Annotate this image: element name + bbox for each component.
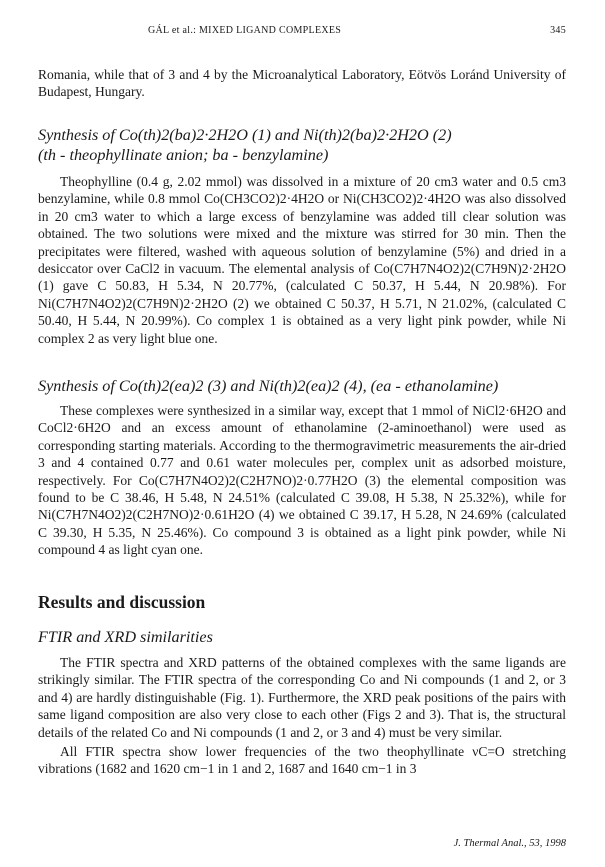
results-paragraph-1 [38,654,566,741]
synthesis-1-heading [38,126,566,165]
synthesis-2-text: These complexes were synthesized in a similar way, except that 1 mmol of NiCl2·6H2O and CoCl2·6H2O and an excess amount of ethanolamine (2-aminoethanol) were used as corresponding starting materials. According to the thermogravimetric measurements the air-dried 3 and 4 contained 0.77 and 0.61 water molecules per, complex unit as adsorbed moisture, respectively. For Co(C7H7N4O2)2(C2H7NO)2·0.77H2O (3) the elemental composition was found to be C 38.46, H 5.48, N 24.51% (calculated C 39.08, H 5.38, N 25.32%), while for Ni(C7H7N4O2)2(C2H7NO)2·0.61H2O (4) we obtained C 39.17, H 5.28, N 24.69% (calculated C 39.30, H 5.35, N 25.46%). Co compound 3 is obtained as a light pink powder, while Ni compound 4 as light cyan one. [38,403,566,558]
synthesis-1-text: Theophylline (0.4 g, 2.02 mmol) was dissolved in a mixture of 20 cm3 water and 0.5 cm3 benzylamine, while 0.8 mmol Co(CH3CO2)2·4H2O or Ni(CH3CO2)2·4H2O was also dissolved in 20 cm3 water to which a large excess of benzylamine was added till clear solution was obtained. The two solutions were mixed and the mixture was stirred for 30 min. Then the precipitates were filtered, washed with aqueous solution of benzylamine (5%) and dried in a desiccator over CaCl2 in vacuum. The elemental analysis of Co(C7H7N4O2)2(C7H9N)2·2H2O (1) gave C 50.83, H 5.34, N 20.77%, (calculated C 50.37, H 5.44, N 20.98%). For Ni(C7H7N4O2)2(C7H9N)2·2H2O (2) we obtained C 50.37, H 5.71, N 21.02%, (calculated C 50.40, H 5.44, N 20.99%). Co complex 1 is obtained as a very light pink powder, while Ni complex 2 as very light blue one. [38,174,566,346]
synthesis-1-paragraph [38,173,566,347]
synthesis-2-heading: Synthesis of Co(th)2(ea)2 (3) and Ni(th)2(ea)2 (4), (ea - ethanolamine) [38,377,499,395]
results-paragraph-2 [38,743,566,778]
synthesis-2-paragraph [38,402,566,559]
journal-citation: J. Thermal Anal., 53, 1998 [453,838,566,849]
ftir-xrd-subheading: FTIR and XRD similarities [38,628,213,646]
results-paragraph-1-text: The FTIR spectra and XRD patterns of the obtained complexes with the same ligands are strikingly similar. The FTIR spectra of the corresponding Co and Ni compounds (1 and 2, or 3 and 4) are hardly distinguishable (Fig. 1). Furthermore, the XRD peak positions of the pairs with same ligand composition are also very close to each other (Figs 2 and 3). That is, the structural details of the related Co and Ni compounds (1 and 2, or 3 and 4) must be very similar. [38,655,566,740]
page-number: 345 [550,25,566,36]
results-paragraph-2-text: All FTIR spectra show lower frequencies of the two theophyllinate νC=O stretching vibrations (1682 and 1620 cm−1 in 1 and 2, 1687 and 1640 cm−1 in 3 [38,744,566,777]
synthesis-1-heading-line1: Synthesis of Co(th)2(ba)2·2H2O (1) and Ni(th)2(ba)2·2H2O (2) [38,126,452,144]
results-heading: Results and discussion [38,592,206,612]
page-header [38,25,566,41]
running-title: GÁL et al.: MIXED LIGAND COMPLEXES [148,25,342,36]
intro-paragraph: Romania, while that of 3 and 4 by the Microanalytical Laboratory, Eötvös Loránd University of Budapest, Hungary. [38,67,566,100]
synthesis-1-heading-line2: (th - theophyllinate anion; ba - benzylamine) [38,145,329,164]
